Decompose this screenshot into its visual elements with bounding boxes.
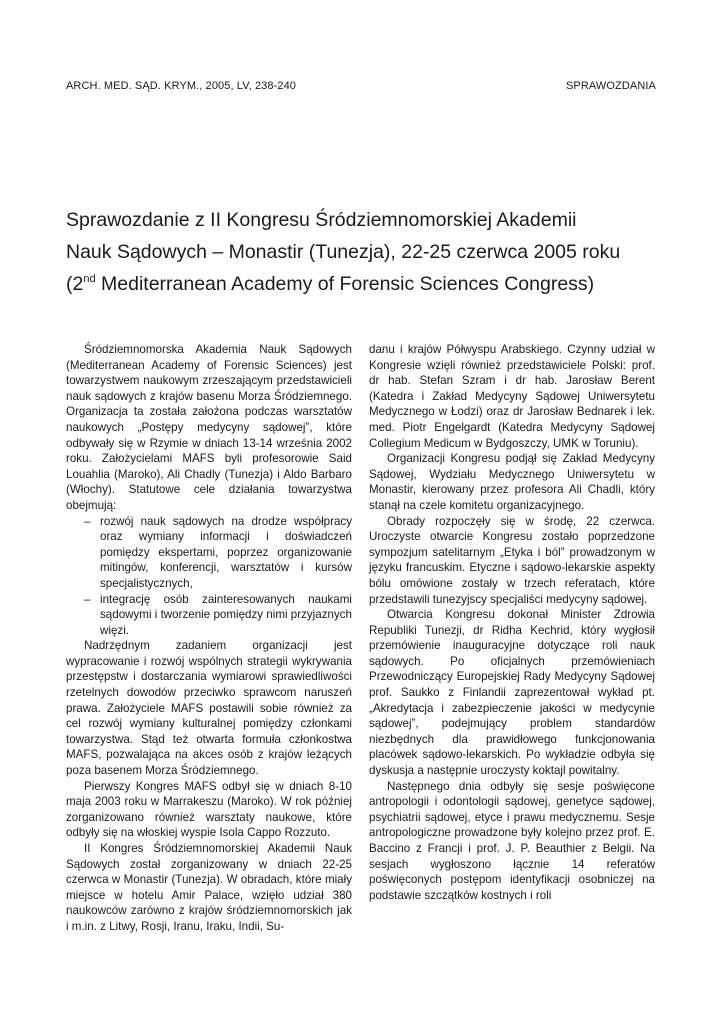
paragraph: II Kongres Śródziemnomorskiej Akademii Nauk Sądowych został zorganizowany w dniach 22-25 czerwca w Monastir (Tunezja). W obradach, które miały miejsce w hotelu Amir Palace, wzięło udział 380 naukowców zarówno z krajów śródziemnomorskich jak i m.in. z Litwy, Rosji, Iranu, Iraku, Indii, Su-	[66, 842, 352, 933]
paragraph: Nadrzędnym zadaniem organizacji jest wypracowanie i rozwój wspólnych strategii wykrywania przestępstw i dostarczania wymiarowi sprawiedliwości rzetelnych dowodów przeciwko sprawcom naruszeń prawa. Założyciele MAFS postawili sobie również za cel rozwój wymiany kulturalnej pomiędzy członkami towarzystwa. Stąd też otwarta formuła członkostwa MAFS, pozwalająca na akces osób z krajów leżących poza basenem Morza Śródziemnego.	[66, 639, 352, 778]
paragraph-continued: danu i krajów Półwyspu Arabskiego. Czynny udział w Kongresie wzięli również przedstawiciele Polski: prof. dr hab. Stefan Szram i dr hab. Jarosław Berent (Katedra i Zakład Medycyny Sądowej Uniwersytetu Medycznego w Łodzi) oraz dr Jarosław Bednarek i lek. med. Piotr Engelgardt (Katedra Medycyny Sądowej Collegium Medicum w Bydgoszczy, UMK w Toruniu).	[369, 343, 655, 450]
paragraph: Śródziemnomorska Akademia Nauk Sądowych (Mediterranean Academy of Forensic Sciences) jest towarzystwem naukowym zrzeszającym przedstawicieli nauk sądowych z krajów basenu Morza Śródziemnego. Organizacja ta została założona podczas warsztatów naukowych „Postępy medycyny sądowej”, które odbywały się w Rzymie w dniach 13-14 września 2002 roku. Założycielami MAFS byli profesorowie Said Louahlia (Maroko), Ali Chadly (Tunezja) i Aldo Barbaro (Włochy). Statutowe cele działania towarzystwa obejmują:	[66, 343, 352, 512]
dash-bullet: –	[84, 514, 91, 528]
list-item-text: rozwój nauk sądowych na drodze współpracy oraz wymiany informacji i doświadczeń pomiędzy ekspertami, poprzez organizowanie mitingów, konferencji, warsztatów i kursów specjalistycznych,	[100, 514, 352, 590]
aims-list	[66, 514, 352, 639]
title-line-2: Nauk Sądowych – Monastir (Tunezja), 22-25 czerwca 2005 roku	[66, 241, 621, 263]
article-title	[66, 204, 666, 300]
list-item	[66, 592, 352, 639]
title-superscript: nd	[83, 272, 96, 285]
paragraph: Pierwszy Kongres MAFS odbył się w dniach 8-10 maja 2003 roku w Marrakeszu (Maroko). W rok później zorganizowano również warsztaty naukowe, które odbyły się na włoskiej wyspie Isola Cappo Rozzuto.	[66, 779, 352, 840]
list-item-text: integrację osób zainteresowanych naukami sądowymi i tworzenie pomiędzy nimi przyjaznych więzi.	[100, 592, 352, 637]
paragraph: Otwarcia Kongresu dokonał Minister Zdrowia Republiki Tunezji, dr Ridha Kechrid, który wygłosił przemówienie inauguracyjne dotyczące roli nauk sądowych. Po oficjalnych przemówieniach Przewodniczący Europejskiej Rady Medycyny Sądowej prof. Saukko z Finlandii zaprezentował wykład pt. „Akredytacja i zabezpieczenie jakości w medycynie sądowej”, podejmujący problem standardów niezbędnych dla prawidłowego funkcjonowania placówek sądowo-lekarskich. Po wykładzie odbyła się dyskusja a następnie uroczysty koktajl powitalny.	[369, 608, 655, 778]
title-line-3-post: Mediterranean Academy of Forensic Sciences Congress)	[95, 273, 595, 295]
paragraph: Obrady rozpoczęły się w środę, 22 czerwca. Uroczyste otwarcie Kongresu zostało poprzedzone sympozjum satelitarnym „Etyka i ból” prowadzonym w języku francuskim. Etyczne i sądowo-lekarskie aspekty bólu omówione zostały w trzech referatach, które przedstawili tunezyjscy specjaliści medycyny sądowej.	[369, 514, 655, 606]
paragraph: Organizacji Kongresu podjął się Zakład Medycyny Sądowej, Wydziału Medycznego Uniwersytetu w Monastir, kierowany przez profesora Ali Chadli, który stanął na czele komitetu organizacyjnego.	[369, 452, 655, 512]
paragraph: Następnego dnia odbyły się sesje poświęcone antropologii i odontologii sądowej, genetyce sądowej, psychiatrii sądowej, etyce i prawu medycznemu. Sesje antropologiczne prowadzone były kolejno przez prof. E. Baccino z Francji i prof. J. P. Beauthier z Belgii. Na sesjach wygłoszono łącznie 14 referatów poświęconych postępom identyfikacji osobniczej na podstawie szczątków kostnych i roli	[369, 779, 655, 902]
title-line-3-pre: (2	[66, 273, 84, 295]
section-label: SPRAWOZDANIA	[565, 80, 656, 92]
title-line-1: Sprawozdanie z II Kongresu Śródziemnomorskiej Akademii	[66, 209, 577, 231]
right-column	[369, 342, 655, 903]
dash-bullet: –	[84, 592, 91, 606]
list-item	[66, 514, 352, 592]
left-column	[66, 342, 352, 935]
title-line-3	[66, 268, 666, 300]
journal-citation: ARCH. MED. SĄD. KRYM., 2005, LV, 238-240	[66, 80, 297, 92]
